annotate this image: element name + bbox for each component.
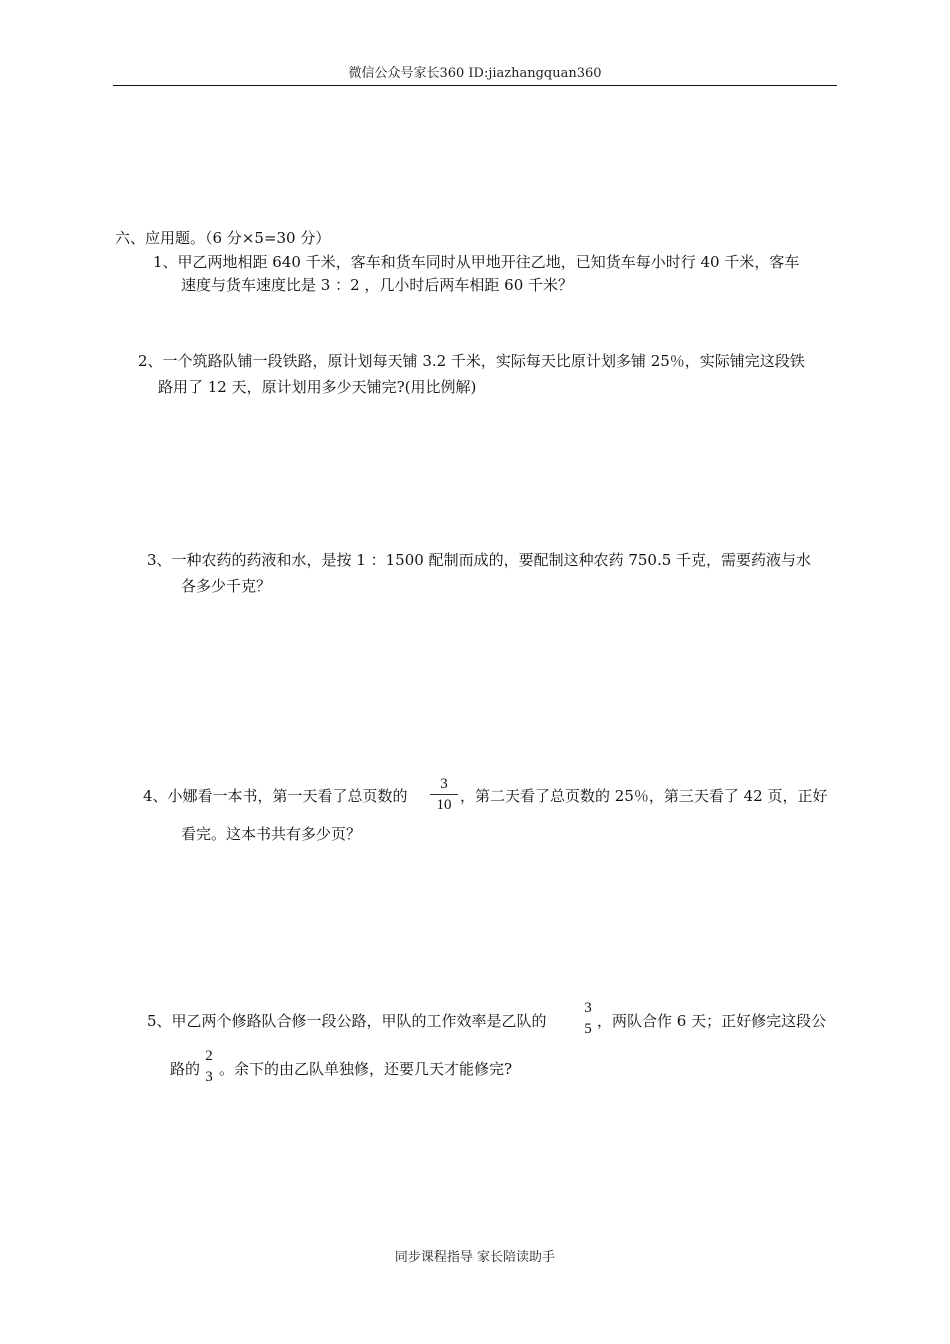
fraction-numerator: 3 xyxy=(584,1000,592,1016)
problem-2-line-1: 2、一个筑路队铺一段铁路，原计划每天铺 3.2 千米，实际每天比原计划多铺 25％，实际铺完这段铁 xyxy=(138,352,805,370)
problem-4-line-1a: 4、小娜看一本书，第一天看了总页数的 xyxy=(143,787,408,805)
header-rule xyxy=(113,85,837,86)
fraction-numerator: 3 xyxy=(440,776,448,792)
fraction-denominator: 10 xyxy=(436,797,452,813)
problem-1-line-2: 速度与货车速度比是 3 ：2 ，几小时后两车相距 60 千米？ xyxy=(181,276,574,294)
section-title: 六、应用题。（6 分×5=30 分） xyxy=(115,229,331,247)
problem-5-line-1b: ，两队合作 6 天；正好修完这段公 xyxy=(597,1012,827,1030)
fraction-bar xyxy=(580,1018,596,1019)
fraction-bar xyxy=(201,1066,217,1067)
problem-4-line-1b: ，第二天看了总页数的 25％，第三天看了 42 页，正好 xyxy=(460,787,828,805)
problem-5-line-2b: 。余下的由乙队单独修，还要几天才能修完? xyxy=(219,1060,513,1078)
problem-3-line-2: 各多少千克？ xyxy=(181,577,272,595)
fraction-numerator: 2 xyxy=(205,1048,213,1064)
problem-1-line-1: 1、甲乙两地相距 640 千米，客车和货车同时从甲地开往乙地，已知货车每小时行 40 千米，客车 xyxy=(153,253,800,271)
problem-4-fraction xyxy=(430,775,458,814)
problem-5-line-1a: 5、甲乙两个修路队合修一段公路，甲队的工作效率是乙队的 xyxy=(147,1012,547,1030)
problem-4-line-2: 看完。这本书共有多少页？ xyxy=(181,825,362,843)
page-footer: 同步课程指导 家长陪读助手 xyxy=(394,1250,556,1265)
fraction-bar xyxy=(430,794,458,795)
fraction-denominator: 3 xyxy=(205,1069,213,1085)
problem-3-line-1: 3、一种农药的药液和水，是按 1 ：1500 配制而成的，要配制这种农药 750.5 千克，需要药液与水 xyxy=(147,551,812,569)
problem-5-fraction-2 xyxy=(201,1047,217,1086)
problem-5-fraction-1 xyxy=(580,999,596,1038)
problem-5-line-2a: 路的 xyxy=(170,1060,201,1078)
fraction-denominator: 5 xyxy=(584,1021,592,1037)
problem-2-line-2: 路用了 12 天，原计划用多少天铺完?(用比例解) xyxy=(158,378,477,396)
page-header: 微信公众号家长360 ID:jiazhangquan360 xyxy=(348,66,602,81)
